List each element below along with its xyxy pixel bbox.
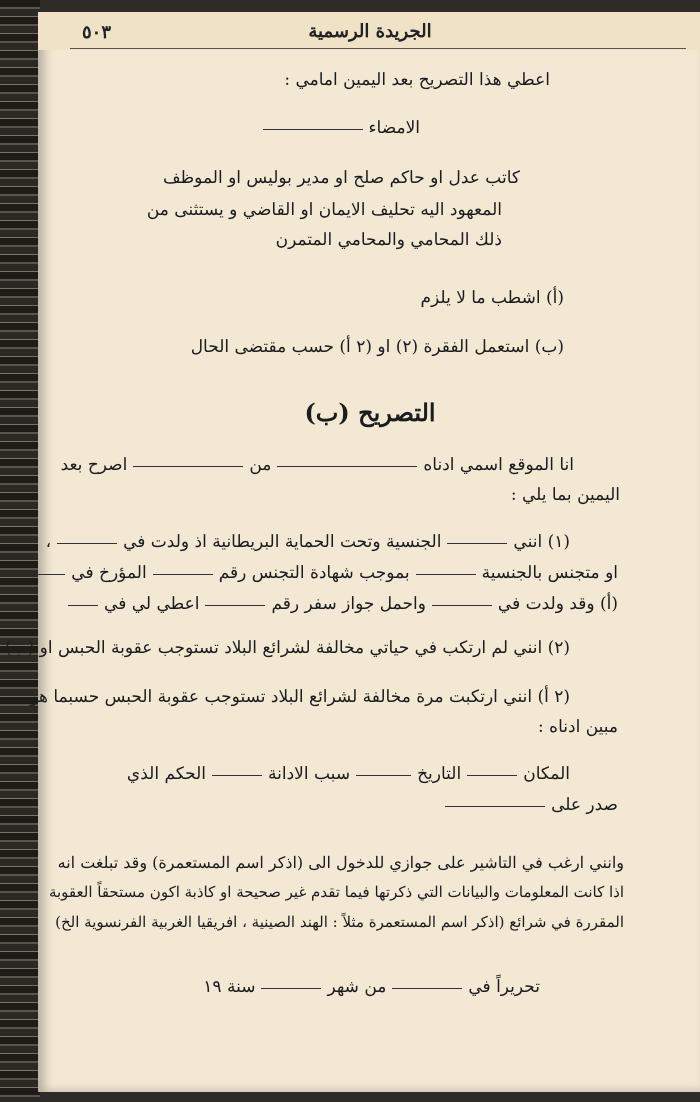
sentenced-blank	[445, 805, 545, 807]
born-in-label: (أ) وقد ولدت في	[497, 594, 618, 614]
para-1-label: (١) انني	[513, 532, 570, 552]
place-label: المكان	[523, 764, 570, 784]
para-1-text: الجنسية وتحت الحماية البريطانية اذ ولدت في	[123, 532, 442, 552]
issued-in-blank	[68, 604, 98, 606]
declare-label: اصرح بعد	[60, 455, 128, 475]
statement-line-3: المقررة في شرائع (اذكر اسم المستعمرة مثلاً : الهند الصينية ، افريقيا الغربية الفرنسوية الخ)	[55, 913, 624, 931]
birthplace-blank	[57, 542, 117, 544]
header-rule	[70, 48, 686, 49]
date-blank	[356, 774, 411, 776]
para-1-line-1	[46, 532, 570, 552]
para-2: (٢) انني لم ارتكب في حياتي مخالفة لشرائع البلاد تستوجب عقوبة الحبس او (ب)	[4, 638, 570, 658]
nationality-blank	[447, 542, 507, 544]
para-1-line-3	[62, 594, 618, 614]
sentenced-label: صدر على	[551, 795, 618, 815]
naturalized-label: او متجنس بالجنسية	[481, 563, 618, 583]
para-1-line-2	[29, 563, 618, 583]
signature-label: الامضاء	[368, 118, 420, 138]
statement-line-2: اذا كانت المعلومات والبيانات التي ذكرتها فيما تقدم غير صحيحة او كاذبة اكون مستحقاً العقوبة	[48, 883, 624, 901]
dated-blank	[35, 573, 65, 575]
declaration-intro: اعطي هذا التصريح بعد اليمين امامي :	[284, 70, 550, 90]
para-1-comma: ،	[45, 532, 52, 552]
oath-line: اليمين بما يلي :	[510, 485, 620, 505]
reason-blank	[212, 774, 262, 776]
place-blank	[467, 774, 517, 776]
sentenced-line	[439, 795, 618, 815]
written-on-line	[203, 977, 540, 997]
born-in-blank	[432, 604, 492, 606]
date-label: التاريخ	[417, 764, 462, 784]
sentence-label: الحكم الذي	[126, 764, 207, 784]
certificate-blank	[153, 573, 213, 575]
signature-blank	[263, 128, 363, 130]
written-on-label: تحريراً في	[468, 977, 540, 997]
certificate-label: بموجب شهادة التجنس رقم	[218, 563, 410, 583]
page-number: ٥٠٣	[82, 22, 112, 43]
name-blank	[277, 465, 417, 467]
officer-line-2: المعهود اليه تحليف الايمان او القاضي و يستثنى من	[146, 200, 502, 220]
declaration-title: التصريح (ب)	[304, 398, 436, 427]
journal-name: الجريدة الرسمية	[308, 21, 432, 42]
para-2a-line-1: (٢ أ) انني ارتكبت مرة مخالفة لشرائع البلاد تستوجب عقوبة الحبس حسبما هو	[30, 687, 570, 707]
officer-line-1: كاتب عدل او حاكم صلح او مدير بوليس او الموظف	[163, 168, 520, 188]
dated-label: المؤرخ في	[71, 563, 147, 583]
para-2a-line-2: مبين ادناه :	[538, 717, 618, 737]
month-blank	[261, 987, 321, 989]
statement-line-1: وانني ارغب في التاشير على جوازي للدخول الى (اذكر اسم المستعمرة) وقد تبلغت انه	[57, 853, 624, 872]
passport-label: واحمل جواز سفر رقم	[271, 594, 426, 614]
declarant-line	[61, 455, 574, 475]
year-label: سنة ١٩	[203, 977, 256, 997]
declarant-label: انا الموقع اسمي ادناه	[423, 455, 574, 475]
day-blank	[392, 987, 462, 989]
month-label: من شهر	[327, 977, 387, 997]
naturalized-blank	[416, 573, 476, 575]
note-b: (ب) استعمل الفقرة (٢) او (٢ أ) حسب مقتضى الحال	[190, 337, 564, 357]
book-edge	[0, 0, 40, 1102]
reason-label: سبب الادانة	[268, 764, 351, 784]
signature-line	[257, 118, 420, 138]
officer-line-3: ذلك المحامي والمحامي المتمرن	[275, 230, 502, 250]
note-a: (أ) اشطب ما لا يلزم	[420, 288, 564, 308]
from-label: من	[249, 455, 272, 475]
passport-blank	[205, 604, 265, 606]
origin-blank	[133, 465, 243, 467]
conviction-line	[127, 764, 570, 784]
issued-in-label: اعطي لي في	[104, 594, 200, 614]
